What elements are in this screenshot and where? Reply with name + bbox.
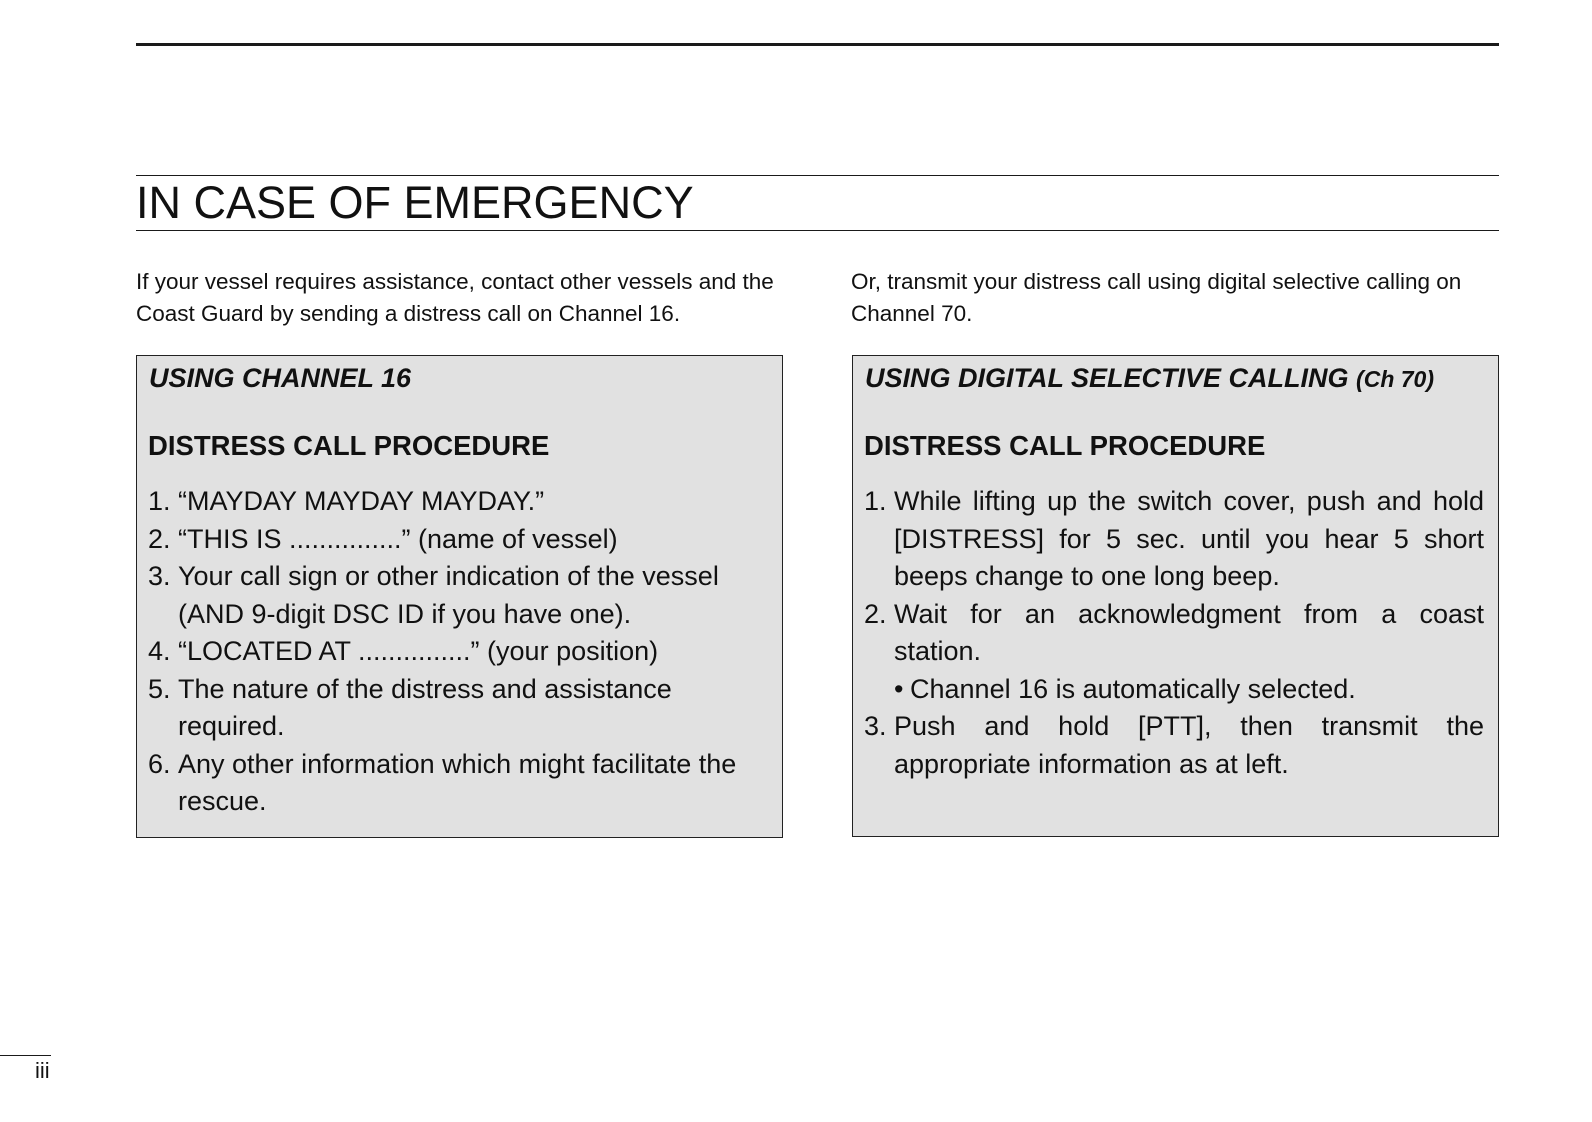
- dsc-step-1: [864, 483, 1484, 596]
- step-text: The nature of the distress and assistance required.: [178, 673, 672, 741]
- step-text: “LOCATED AT ...............” (your position): [178, 636, 659, 666]
- dsc-step-2: [864, 596, 1484, 671]
- dsc-heading-suffix: (Ch 70): [1356, 366, 1434, 392]
- channel16-subheading: DISTRESS CALL PROCEDURE: [148, 430, 550, 461]
- channel16-steps: [148, 483, 778, 821]
- channel16-step-6: [148, 746, 778, 821]
- bullet-icon: •: [894, 673, 904, 704]
- step-number: 3.: [864, 711, 887, 741]
- step-number: 4.: [148, 636, 171, 666]
- header-rule: [136, 43, 1499, 46]
- intro-dsc: Or, transmit your distress call using digital selective calling on Channel 70.: [851, 269, 1462, 326]
- dsc-heading: [865, 360, 1434, 397]
- step-number: 5.: [148, 673, 171, 704]
- step-number: 6.: [148, 748, 171, 779]
- step-number: 2.: [864, 598, 887, 629]
- step-text: While lifting up the switch cover, push and hold [DISTRESS] for 5 sec. until you hear 5 short beeps change to one long beep.: [894, 486, 1484, 591]
- dsc-step-2-note: [864, 671, 1484, 709]
- channel16-step-4: [148, 633, 778, 671]
- step-text: “MAYDAY MAYDAY MAYDAY.”: [178, 486, 545, 516]
- step-number: 1.: [148, 486, 171, 516]
- step-text: Wait for an acknowledgment from a coast station.: [894, 598, 1484, 666]
- dsc-heading-text: USING DIGITAL SELECTIVE CALLING: [865, 363, 1349, 393]
- step-text: Your call sign or other indication of the vessel (AND 9-digit DSC ID if you have one).: [178, 561, 719, 629]
- step-text: “THIS IS ...............” (name of vessel): [178, 523, 618, 554]
- dsc-subheading: DISTRESS CALL PROCEDURE: [864, 430, 1266, 461]
- channel16-step-5: [148, 671, 778, 746]
- note-text: Channel 16 is automatically selected.: [910, 673, 1356, 704]
- channel16-step-2: [148, 521, 778, 559]
- dsc-step-3: [864, 708, 1484, 783]
- page-title: IN CASE OF EMERGENCY: [136, 177, 694, 228]
- step-text: Push and hold [PTT], then transmit the appropriate information as at left.: [894, 711, 1484, 779]
- step-number: 3.: [148, 561, 171, 591]
- channel16-step-3: [148, 558, 778, 633]
- channel16-heading: USING CHANNEL 16: [149, 363, 412, 393]
- channel16-step-1: [148, 483, 778, 521]
- step-number: 1.: [864, 486, 887, 516]
- page-number: iii: [35, 1058, 50, 1083]
- title-block: [136, 175, 1499, 231]
- footer-rule: [0, 1055, 51, 1056]
- channel16-procedure-box: [136, 355, 783, 838]
- dsc-steps: [864, 483, 1484, 783]
- intro-channel16: If your vessel requires assistance, contact other vessels and the Coast Guard by sending a distress call on Channel 16.: [136, 269, 774, 326]
- step-text: Any other information which might facilitate the rescue.: [178, 748, 737, 816]
- step-number: 2.: [148, 523, 171, 554]
- dsc-procedure-box: [852, 355, 1499, 837]
